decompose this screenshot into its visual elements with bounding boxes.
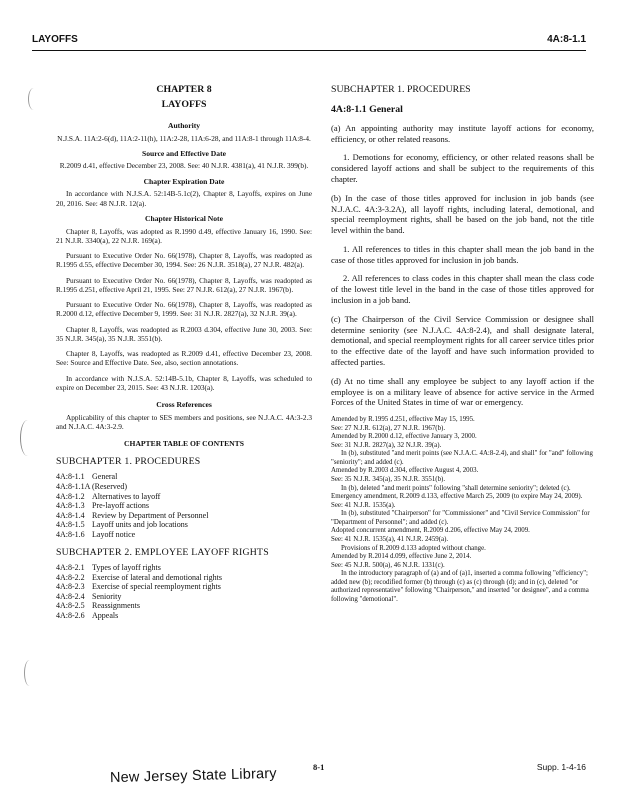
- toc-entry: 4A:8-1.3 Pre-layoff actions: [56, 501, 149, 511]
- history-line: Amended by R.2000 d.12, effective January 3, 2000.: [331, 433, 477, 441]
- history-line: In (b), substituted "Chairperson" for "Commissioner" and "Civil Service Commission" for "Department of Personnel"; and added (c).: [331, 510, 590, 526]
- historical-note: Pursuant to Executive Order No. 66(1978), Chapter 8, Layoffs, was readopted as R.2000 d.12, effective December 9, 1999. See: 31 N.J.R. 2827(a), 32 N.J.R. 39(a).: [56, 300, 312, 319]
- historical-note: Chapter 8, Layoffs, was readopted as R.2003 d.304, effective June 30, 2003. See: 35 N.J.R. 345(a), 35 N.J.R. 3551(b).: [56, 324, 312, 343]
- toc-entry: 4A:8-2.6 Appeals: [56, 611, 119, 621]
- expiration-heading: Chapter Expiration Date: [143, 176, 225, 186]
- margin-mark: [24, 660, 35, 686]
- historical-note: Pursuant to Executive Order No. 66(1978), Chapter 8, Layoffs, was readopted as R.1995 d.251, effective April 21, 1995. See: 27 N.J.R. 612(a), 27 N.J.R. 1967(b).: [56, 275, 312, 294]
- rule-paragraph: (b) In the case of those titles approved for inclusion in job bands (see N.J.A.C. 4A:3-3.2A), all layoff rights, including lateral, demotional, and special reemployment rights, shall be based on the job band, not the title level within the band.: [331, 192, 594, 236]
- rule-paragraph: (d) At no time shall any employee be subject to any layoff action if the employee is on a military leave of absence for active service in the Armed Forces of the United States in time of war or emergency.: [331, 375, 594, 408]
- historical-note: Chapter 8, Layoffs, was readopted as R.2009 d.41, effective December 23, 2008. See: Source and Effective Date. See, also, section annotations.: [56, 349, 312, 368]
- authority-heading: Authority: [167, 120, 201, 130]
- historical-note-heading: Chapter Historical Note: [145, 213, 223, 223]
- history-line: See: 41 N.J.R. 1535(a).: [331, 501, 396, 509]
- toc-list-1: [56, 472, 312, 539]
- toc-entry: 4A:8-1.4 Review by Department of Personnel: [56, 510, 209, 520]
- toc-entry: 4A:8-1.6 Layoff notice: [56, 530, 136, 540]
- toc-entry: 4A:8-2.3 Exercise of special reemployment rights: [56, 582, 221, 592]
- rule-paragraph: (c) The Chairperson of the Civil Service Commission or designee shall determine seniority (see N.J.A.C. 4A:8-2.4), and shall designate lateral, demotional, and special reemployment rights for all career service titles prior to the effective date of the layoff and have such information provided to affected parties.: [331, 313, 594, 367]
- toc-list-2: [56, 563, 312, 621]
- margin-mark: [20, 420, 35, 456]
- toc-entry: 4A:8-2.5 Reassignments: [56, 601, 140, 611]
- header-title: LAYOFFS: [32, 34, 78, 45]
- history-line: In (b), deleted "and merit points" following "shall determine seniority"; deleted (c).: [341, 484, 571, 492]
- rule-paragraph: 2. All references to class codes in this chapter shall mean the class code of the lowest title level in the band in the case of those titles approved for inclusion in a job band.: [331, 273, 594, 306]
- toc-entry: 4A:8-1.2 Alternatives to layoff: [56, 491, 161, 501]
- historical-note: Pursuant to Executive Order No. 66(1978), Chapter 8, Layoffs, was readopted as R.1995 d.55, effective December 30, 1994. See: 26 N.J.R. 3518(a), 27 N.J.R. 482(a).: [56, 251, 312, 270]
- history-line: Emergency amendment, R.2009 d.133, effective March 25, 2009 (to expire May 24, 2009).: [331, 493, 583, 501]
- running-header: [32, 34, 586, 45]
- history-line: Amended by R.1995 d.251, effective May 15, 1995.: [331, 416, 475, 424]
- history-line: In the introductory paragraph of (a) and of (a)1, inserted a comma following "efficiency"; added new (b); recodified former (b) through (c) as (c) through (d); and in (c), deleted "or authorized representative" following "Chairperson," and inserted "or designee", and a comma following "demotional".: [331, 570, 589, 603]
- history-line: Provisions of R.2009 d.133 adopted without change.: [341, 544, 486, 552]
- authority-text: N.J.S.A. 11A:2-6(d), 11A:2-11(h), 11A:2-28, 11A:6-28, and 11A:8-1 through 11A:8-4.: [57, 133, 311, 143]
- toc-entry: 4A:8-1.1 General: [56, 472, 118, 482]
- header-rule: [32, 50, 586, 51]
- toc-subchapter-2: SUBCHAPTER 2. EMPLOYEE LAYOFF RIGHTS: [56, 546, 269, 558]
- amendment-history: [331, 416, 594, 604]
- cross-references-heading: Cross References: [156, 400, 212, 410]
- toc-entry: 4A:8-2.4 Seniority: [56, 591, 122, 601]
- toc-entry: 4A:8-1.1A (Reserved): [56, 482, 128, 492]
- history-line: See: 45 N.J.R. 500(a), 46 N.J.R. 1331(c).: [331, 561, 445, 569]
- rule-paragraph: 1. All references to titles in this chapter shall mean the job band in the case of those titles approved for inclusion in job bands.: [331, 243, 594, 265]
- subchapter-heading: SUBCHAPTER 1. PROCEDURES: [331, 84, 471, 95]
- toc-subchapter-1: SUBCHAPTER 1. PROCEDURES: [56, 456, 201, 468]
- rule-paragraph: (a) An appointing authority may institute layoff actions for economy, efficiency, or other related reasons.: [331, 122, 594, 144]
- header-section-number: 4A:8-1.1: [547, 34, 586, 45]
- history-line: See: 31 N.J.R. 2827(a), 32 N.J.R. 39(a).: [331, 441, 442, 449]
- cross-references-text: Applicability of this chapter to SES members and positions, see N.J.A.C. 4A:3-2.3 and N.J.A.C. 4A:3-2.9.: [56, 412, 312, 432]
- library-stamp: New Jersey State Library: [109, 765, 277, 787]
- history-line: Amended by R.2003 d.304, effective August 4, 2003.: [331, 467, 479, 475]
- source-text: R.2009 d.41, effective December 23, 2008. See: 40 N.J.R. 4381(a), 41 N.J.R. 399(b).: [59, 161, 309, 171]
- toc-entry: 4A:8-2.1 Types of layoff rights: [56, 563, 161, 573]
- rule-paragraph: 1. Demotions for economy, efficiency, or other related reasons shall be considered layoff actions and shall be subject to the requirements of this chapter.: [331, 152, 594, 184]
- right-column: [331, 84, 594, 604]
- margin-mark: [28, 88, 39, 110]
- toc-entry: 4A:8-1.5 Layoff units and job locations: [56, 520, 188, 530]
- left-column: [56, 84, 312, 623]
- history-line: Adopted concurrent amendment, R.2009 d.206, effective May 24, 2009.: [331, 527, 530, 535]
- historical-note: Chapter 8, Layoffs, was adopted as R.1990 d.49, effective January 16, 1990. See: 21 N.J.R. 3340(a), 22 N.J.R. 169(a).: [56, 226, 312, 245]
- history-line: In (b), substituted "and merit points (see N.J.A.C. 4A:8-2.4), and shall" for "and" following "seniority"; and added (c).: [331, 450, 594, 466]
- toc-entry: 4A:8-2.2 Exercise of lateral and demotional rights: [56, 572, 222, 582]
- source-heading: Source and Effective Date: [141, 148, 226, 158]
- expiration-text: In accordance with N.J.S.A. 52:14B-5.1c(2), Chapter 8, Layoffs, expires on June 20, 2016. See: 48 N.J.R. 12(a).: [56, 189, 312, 208]
- chapter-number: CHAPTER 8: [156, 84, 212, 95]
- history-line: See: 27 N.J.R. 612(a), 27 N.J.R. 1967(b).: [331, 424, 446, 432]
- historical-note: In accordance with N.J.S.A. 52:14B-5.1b, Chapter 8, Layoffs, was scheduled to expire on December 23, 2015. See: 43 N.J.R. 1203(a).: [56, 373, 312, 392]
- history-line: Amended by R.2014 d.099, effective June 2, 2014.: [331, 553, 472, 561]
- supplement-date: Supp. 1-4-16: [536, 762, 586, 772]
- table-of-contents-heading: CHAPTER TABLE OF CONTENTS: [124, 439, 244, 449]
- history-line: See: 41 N.J.R. 1535(a), 41 N.J.R. 2459(a).: [331, 535, 449, 543]
- history-line: See: 35 N.J.R. 345(a), 35 N.J.R. 3551(b).: [331, 476, 446, 483]
- section-heading: 4A:8-1.1 General: [331, 104, 403, 116]
- chapter-title: LAYOFFS: [161, 99, 207, 111]
- page-number: 8-1: [313, 762, 325, 772]
